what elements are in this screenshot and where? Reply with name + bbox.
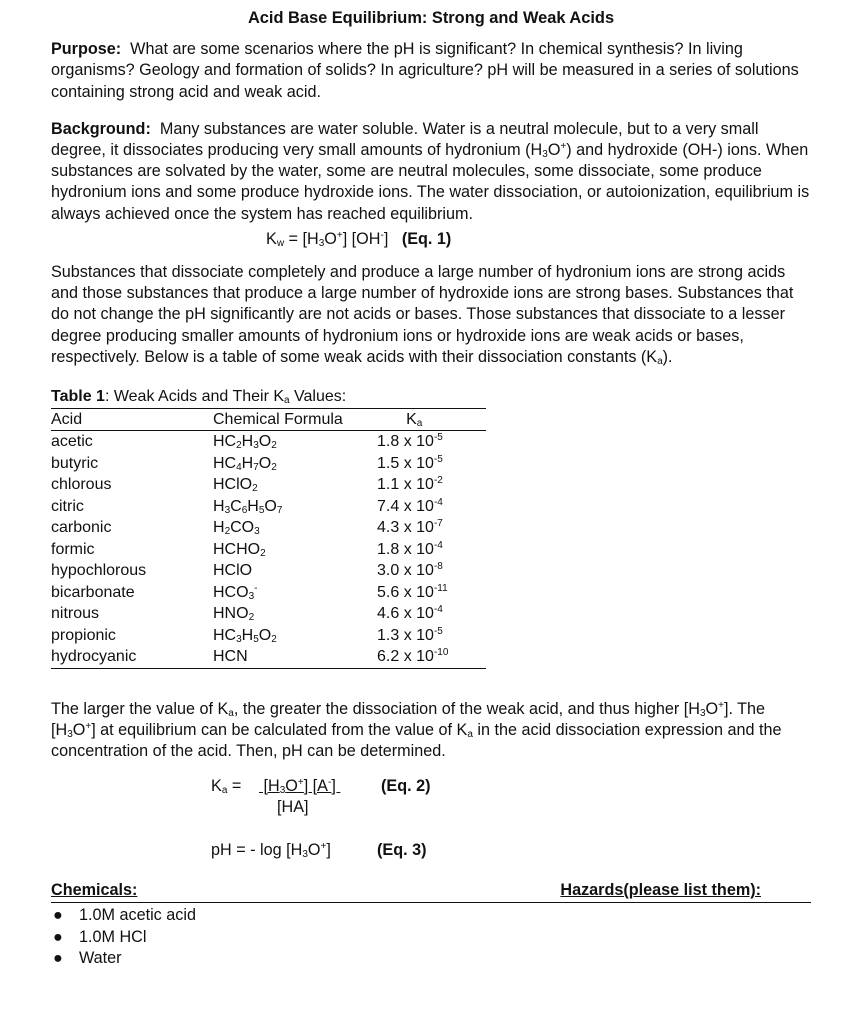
acid-ka: 7.4 x $10^{-4}$ <box>377 496 443 515</box>
table-row <box>51 603 486 625</box>
list-item: ● 1.0M HCl <box>51 927 811 949</box>
header-formula: Chemical Formula <box>213 408 375 431</box>
chemicals-header-row <box>51 880 811 903</box>
acid-formula: $H_3C_6H_5O_7$ <box>213 497 283 516</box>
acid-name: citric <box>51 497 84 515</box>
table-row <box>51 517 486 539</box>
acid-name: carbonic <box>51 519 112 537</box>
background-label: Background: <box>51 119 151 138</box>
acids-bases-paragraph: Substances that dissociate completely and produce a large number of hydronium ions are strong acids and those substances that produce a large number of hydroxide ions are strong bases. Substances that do not change the pH significantly are not acids or bases. Those substances that dissociate to a lesser degree producing smaller amounts of hydronium ions or hydroxide ions are weak acids or bases, respectively. Below is a table of some weak acids with their dissociation constants $(K_a)$. <box>51 263 794 367</box>
table-row <box>51 560 486 582</box>
header-ka: $K_a$ <box>375 408 486 431</box>
purpose-paragraph <box>51 39 811 103</box>
acid-formula: $HC_4H_7O_2$ <box>213 454 277 473</box>
acid-ka: 1.3 x $10^{-5}$ <box>377 625 443 644</box>
header-acid: Acid <box>51 408 213 431</box>
acid-ka: 1.5 x $10^{-5}$ <box>377 453 443 472</box>
purpose-text: What are some scenarios where the pH is significant? In chemical synthesis? In living organisms? Geology and formation of solids? In agriculture? pH will be measured in a series of solutions containing strong acid and weak acid. <box>51 40 799 101</box>
bullet-icon: ● <box>53 949 63 968</box>
acid-name: butyric <box>51 454 99 472</box>
table-caption: Table 1: Weak Acids and Their $K_a$ Values: <box>51 386 486 408</box>
acid-ka: 4.6 x $10^{-4}$ <box>377 604 443 623</box>
equation-3 <box>211 840 811 864</box>
acid-formula: $HCO_3^-$ <box>213 582 258 602</box>
table-row <box>51 431 486 453</box>
acid-formula: HClO <box>213 562 253 580</box>
table-row <box>51 453 486 475</box>
acid-name: propionic <box>51 626 116 644</box>
acid-formula: $HCHO_2$ <box>213 540 266 559</box>
document-title: Acid Base Equilibrium: Strong and Weak Acids <box>247 9 615 27</box>
acid-name: bicarbonate <box>51 583 135 601</box>
acid-name: hydrocyanic <box>51 646 213 668</box>
acid-name: acetic <box>51 433 93 451</box>
acid-formula: HClO$_2$ <box>213 476 258 495</box>
table-row <box>51 474 486 496</box>
acid-formula: $H_2CO_3$ <box>213 519 260 538</box>
equation-3-label: (Eq. 3) <box>377 841 427 860</box>
dissociation-paragraph: The larger the value of $K_a$, the greater the dissociation of the weak acid, and thus higher $[H_3O^+]$. The $[H_3O^+]$ at equilibrium can be calculated from the value of $K_a$ in the acid dissociation expression and the concentration of the acid. Then, pH can be determined. <box>51 699 782 760</box>
acid-ka: 3.0 x $10^{-8}$ <box>377 561 443 580</box>
acid-name: formic <box>51 540 95 558</box>
bullet-icon: ● <box>53 927 63 946</box>
weak-acids-table <box>51 386 486 669</box>
acids-bases-text: Substances that dissociate completely and produce a large number of hydronium ions are strong acids and those substances that produce a large number of hydroxide ions are strong bases. Substances that do not change the pH significantly are not acids or bases. Those substances that dissociate to a lesser degree producing smaller amounts of hydronium ions or hydroxide ions are weak acids or bases, respectively. Below is a table of some weak acids with their dissociation constants (K <box>51 263 794 366</box>
table-row <box>51 582 486 604</box>
acid-formula: HCN <box>213 646 375 668</box>
list-item: ● 1.0M acetic acid <box>51 905 811 927</box>
table-row <box>51 646 486 668</box>
equation-2-denominator: [HA] <box>277 798 309 817</box>
equation-1-label: (Eq. 1) <box>401 229 452 248</box>
table-row <box>51 625 486 647</box>
acid-formula: $HC_3H_5O_2$ <box>213 626 277 645</box>
acid-ka: 6.2 x $10^{-10}$ <box>375 646 486 668</box>
acid-ka: 4.3 x $10^{-7}$ <box>377 518 443 537</box>
equation-2 <box>211 776 811 820</box>
equation-2-lhs: $K_a$ = <box>211 777 242 797</box>
document-page <box>51 8 811 970</box>
table-caption-label: Table 1 <box>51 388 105 406</box>
chemicals-label: Chemicals: <box>51 881 138 900</box>
acid-ka: 5.6 x $10^{-11}$ <box>377 582 448 601</box>
table-header-row <box>51 408 486 431</box>
equation-2-label: (Eq. 2) <box>381 777 431 796</box>
table-caption-text: : Weak Acids and Their K <box>104 388 285 406</box>
acid-ka: 1.1 x $10^{-2}$ <box>377 475 443 494</box>
acid-name: nitrous <box>51 605 100 623</box>
background-text-2: ) and hydroxide (OH-) ions. When substances are solvated by the water, some are neutral molecules, some dissociate, some produce hydronium ions and some produce hydroxide ions. The water dissociation, or autoionization, equilibrium is always achieved once the system has reached equilibrium. <box>51 141 810 223</box>
purpose-label: Purpose: <box>51 40 122 59</box>
chemicals-list <box>51 905 811 970</box>
equation-2-numerator: $[H_3O^+]$ [A-] <box>259 777 341 797</box>
hazards-label: Hazards(please list them): <box>560 881 761 900</box>
bullet-icon: ● <box>53 906 63 925</box>
background-paragraph: Background: Many substances are water soluble. Water is a neutral molecule, but to a very small degree, it dissociates producing very small amounts of hydronium $(H_3O^+)$ and hydroxide (OH-) ions. When substances are solvated by the water, some are neutral molecules, some dissociate, some produce hydronium ions and some produce hydroxide ions. The water dissociation, or autoionization, equilibrium is always achieved once the system has reached equilibrium. <box>51 119 810 223</box>
background-text-1: Many substances are water soluble. Water is a neutral molecule, but to a very small degree, it dissociates producing very small amounts of hydronium (H <box>51 119 759 160</box>
acid-name: hypochlorous <box>51 562 147 580</box>
table-row <box>51 539 486 561</box>
acid-ka: 1.8 x $10^{-4}$ <box>377 539 443 558</box>
equation-1: $K_w = [H_3O^+]$ [OH-] (Eq. 1) <box>266 229 452 249</box>
equation-3-text: pH = - $\log [H_3O^+]$ <box>211 841 331 861</box>
acid-formula: $HNO_2$ <box>213 605 255 624</box>
acid-name: chlorous <box>51 476 112 494</box>
acid-ka: 1.8 x $10^{-5}$ <box>377 432 443 451</box>
list-item: ● Water <box>51 948 811 970</box>
table-row <box>51 496 486 518</box>
acid-formula: $HC_2H_3O_2$ <box>213 433 277 452</box>
